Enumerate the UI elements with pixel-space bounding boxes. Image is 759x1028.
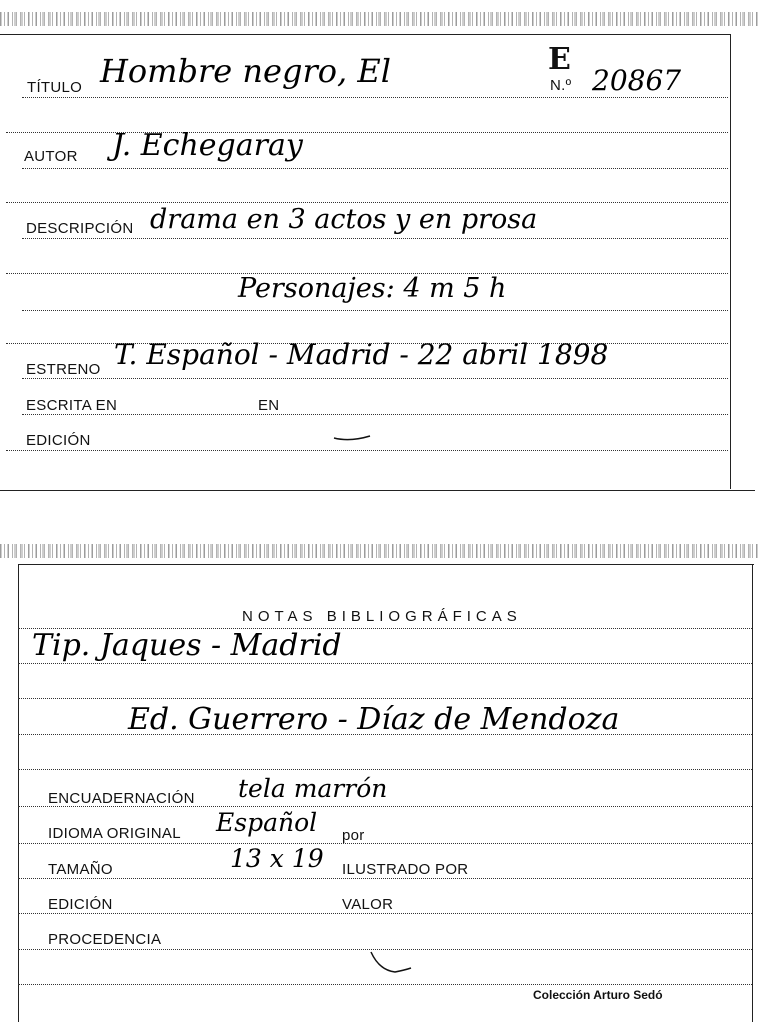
rule-line [18,663,752,664]
tamano-value: 13 x 19 [230,844,324,873]
en-label: EN [258,397,280,414]
tamano-label: TAMAÑO [48,861,113,878]
rule-line [6,202,728,203]
encuadernacion-label: ENCUADERNACIÓN [48,790,195,807]
rule-line [22,97,728,98]
rule-line [18,843,752,844]
rule-line [22,168,728,169]
rule-line [18,698,752,699]
note-line-2: Ed. Guerrero - Díaz de Mendoza [128,702,620,737]
numero-label: N.º [550,77,572,94]
procedencia-label: PROCEDENCIA [48,931,162,948]
rule-line [18,913,752,914]
rule-line [22,310,728,311]
card-right-border [752,564,753,1022]
card-top-border [0,34,730,35]
edicion-label-back: EDICIÓN [48,896,113,913]
titulo-value: Hombre negro, El [100,52,391,90]
edicion-label: EDICIÓN [26,432,91,449]
encuadernacion-value: tela marrón [238,774,388,803]
note-line-1: Tip. Jaques - Madrid [32,628,342,663]
card-top-border [18,564,754,565]
autor-value: J. Echegaray [112,128,303,163]
valor-label: VALOR [342,896,394,913]
collection-credit: Colección Arturo Sedó [533,988,663,1002]
card-bottom-border [0,490,755,491]
numero-value: 20867 [592,64,682,97]
rule-line [22,238,728,239]
por-label: por [342,827,365,844]
rule-line [18,769,752,770]
card-right-border [730,34,731,489]
personajes-value: Personajes: 4 m 5 h [238,273,507,304]
rule-line [18,878,752,879]
titulo-label: TÍTULO [27,79,83,96]
catalog-card-front [0,0,759,492]
estreno-value: T. Español - Madrid - 22 abril 1898 [114,338,609,371]
rule-line [22,414,728,415]
descripcion-label: DESCRIPCIÓN [26,220,134,237]
rule-line [22,378,728,379]
descripcion-value: drama en 3 actos y en prosa [150,204,538,235]
rule-line [6,450,728,451]
idioma-original-label: IDIOMA ORIGINAL [48,825,181,842]
rule-line [18,984,752,985]
escrita-en-label: ESCRITA EN [26,397,118,414]
estreno-label: ESTRENO [26,361,101,378]
ilustrado-por-label: ILUSTRADO POR [342,861,469,878]
autor-label: AUTOR [24,148,78,165]
pen-mark [330,428,380,444]
catalog-letter: E [548,42,571,77]
idioma-original-value: Español [216,808,318,837]
pen-mark [365,948,415,978]
card-left-border [18,564,19,1022]
catalog-card-back [0,540,759,1028]
notas-heading: NOTAS BIBLIOGRÁFICAS [242,608,522,625]
